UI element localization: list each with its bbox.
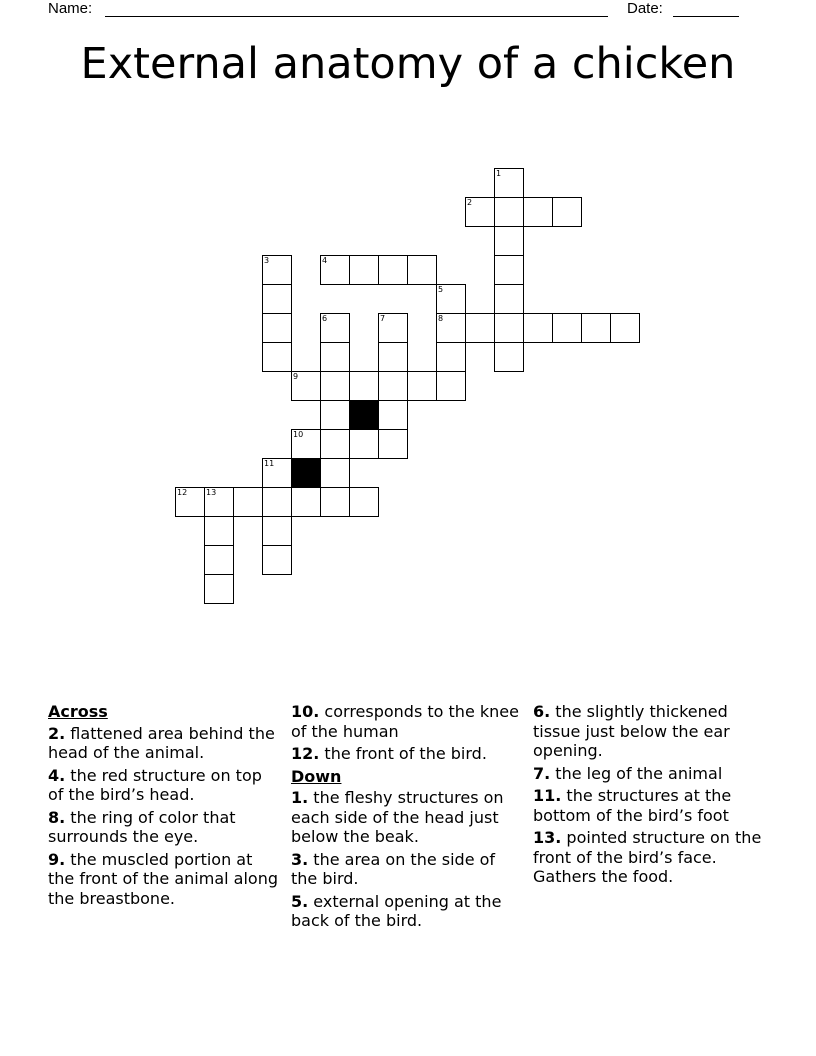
- clue-down-11: 11. the structures at the bottom of the bird’s foot: [533, 786, 732, 825]
- grid-cell[interactable]: [436, 284, 466, 314]
- clue-column-1: [48, 702, 280, 911]
- clue-across-9: 9. the muscled portion at the front of the animal along the breastbone.: [48, 849, 278, 908]
- clue-number: 10: [293, 430, 304, 439]
- clue-number: 8: [438, 314, 444, 323]
- clue-number: 5: [438, 285, 444, 294]
- clue-across-10: 10. corresponds to the knee of the human: [291, 702, 519, 741]
- clue-down-1: 1. the fleshy structures on each side of the head just below the beak.: [291, 788, 504, 846]
- grid-cell[interactable]: [320, 342, 350, 372]
- clue-number: 13: [206, 488, 217, 497]
- grid-cell[interactable]: [407, 255, 437, 285]
- down-heading: Down: [291, 766, 342, 786]
- clue-down-5: 5. external opening at the back of the bird.: [291, 891, 502, 930]
- grid-cell[interactable]: [494, 226, 524, 256]
- grid-cell[interactable]: [407, 371, 437, 401]
- grid-cell[interactable]: [291, 429, 321, 459]
- grid-cell[interactable]: [349, 255, 379, 285]
- grid-cell[interactable]: [204, 487, 234, 517]
- clue-across-4: 4. the red structure on top of the bird’s head.: [48, 765, 262, 804]
- grid-cell[interactable]: [204, 545, 234, 575]
- grid-cell[interactable]: [320, 429, 350, 459]
- clue-column-2: [291, 702, 523, 934]
- clue-number: 9: [293, 372, 299, 381]
- grid-cell[interactable]: [494, 342, 524, 372]
- grid-cell[interactable]: [610, 313, 640, 343]
- clue-number: 1: [496, 169, 502, 178]
- grid-cell[interactable]: [436, 371, 466, 401]
- grid-cell[interactable]: [233, 487, 263, 517]
- grid-cell[interactable]: [291, 487, 321, 517]
- black-cell: [291, 458, 321, 488]
- grid-cell[interactable]: [349, 429, 379, 459]
- clue-across-8: 8. the ring of color that surrounds the eye.: [48, 807, 236, 846]
- grid-cell[interactable]: [378, 313, 408, 343]
- clue-down-13: 13. pointed structure on the front of the bird’s face. Gathers the food.: [533, 828, 762, 886]
- grid-cell[interactable]: [349, 487, 379, 517]
- clue-across-2: 2. flattened area behind the head of the animal.: [48, 723, 275, 762]
- grid-cell[interactable]: [378, 255, 408, 285]
- grid-cell[interactable]: [320, 400, 350, 430]
- grid-cell[interactable]: [262, 342, 292, 372]
- grid-cell[interactable]: [320, 313, 350, 343]
- grid-cell[interactable]: [320, 255, 350, 285]
- grid-cell[interactable]: [494, 284, 524, 314]
- grid-cell[interactable]: [436, 342, 466, 372]
- grid-cell[interactable]: [552, 197, 582, 227]
- puzzle-title: External anatomy of a chicken: [80, 39, 736, 89]
- black-cell: [349, 400, 379, 430]
- clue-down-7: 7. the leg of the animal: [533, 763, 723, 783]
- grid-cell[interactable]: [494, 255, 524, 285]
- grid-cell[interactable]: [581, 313, 611, 343]
- grid-cell[interactable]: [320, 458, 350, 488]
- grid-cell[interactable]: [378, 400, 408, 430]
- clue-number: 2: [467, 198, 473, 207]
- grid-cell[interactable]: [262, 516, 292, 546]
- date-label: Date:: [627, 0, 663, 17]
- grid-cell[interactable]: [465, 197, 495, 227]
- grid-cell[interactable]: [204, 574, 234, 604]
- grid-cell[interactable]: [465, 313, 495, 343]
- grid-cell[interactable]: [378, 342, 408, 372]
- grid-cell[interactable]: [262, 545, 292, 575]
- grid-cell[interactable]: [262, 487, 292, 517]
- grid-cell[interactable]: [494, 197, 524, 227]
- clue-down-3: 3. the area on the side of the bird.: [291, 849, 496, 888]
- grid-cell[interactable]: [291, 371, 321, 401]
- grid-cell[interactable]: [523, 197, 553, 227]
- clue-number: 3: [264, 256, 270, 265]
- grid-cell[interactable]: [204, 516, 234, 546]
- grid-cell[interactable]: [262, 458, 292, 488]
- grid-cell[interactable]: [378, 429, 408, 459]
- clue-number: 12: [177, 488, 188, 497]
- clue-down-6: 6. the slightly thickened tissue just below the ear opening.: [533, 702, 730, 760]
- grid-cell[interactable]: [175, 487, 205, 517]
- grid-cell[interactable]: [320, 371, 350, 401]
- clue-number: 6: [322, 314, 328, 323]
- grid-cell[interactable]: [262, 284, 292, 314]
- grid-cell[interactable]: [262, 255, 292, 285]
- grid-cell[interactable]: [262, 313, 292, 343]
- across-heading: Across: [48, 702, 108, 721]
- clue-column-3: [533, 702, 765, 890]
- grid-cell[interactable]: [436, 313, 466, 343]
- clue-across-12: 12. the front of the bird.: [291, 744, 487, 763]
- name-label: Name:: [48, 0, 93, 17]
- grid-cell[interactable]: [349, 371, 379, 401]
- grid-cell[interactable]: [494, 168, 524, 198]
- grid-cell[interactable]: [494, 313, 524, 343]
- grid-cell[interactable]: [523, 313, 553, 343]
- grid-cell[interactable]: [552, 313, 582, 343]
- clue-number: 11: [264, 459, 275, 468]
- grid-cell[interactable]: [378, 371, 408, 401]
- clue-number: 4: [322, 256, 328, 265]
- clue-number: 7: [380, 314, 386, 323]
- grid-cell[interactable]: [320, 487, 350, 517]
